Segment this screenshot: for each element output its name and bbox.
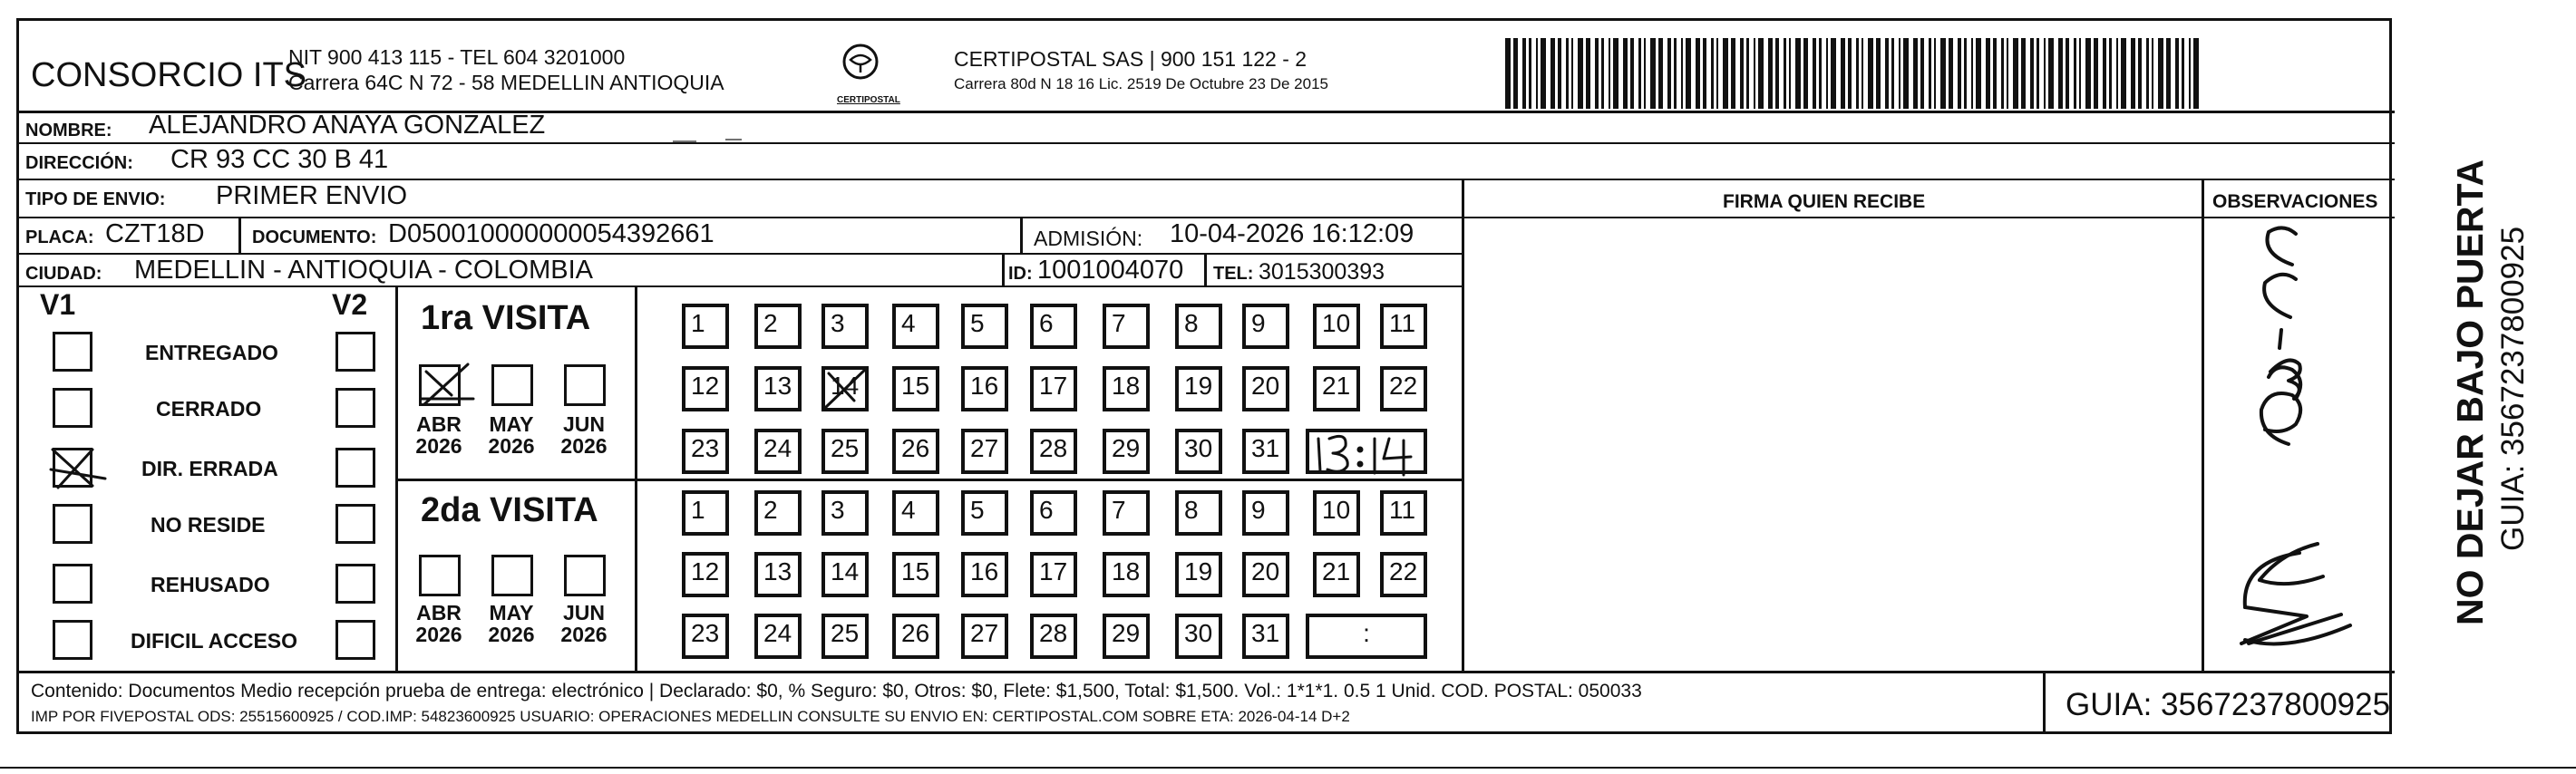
status-label: CERRADO xyxy=(156,397,262,421)
documento-label: DOCUMENTO: xyxy=(252,227,377,247)
first-visit-day-box[interactable]: 26 xyxy=(892,429,939,474)
second-visit-day-box[interactable]: 6 xyxy=(1030,490,1077,536)
first-visit-day-check-mark xyxy=(818,363,872,415)
second-visit-day-box[interactable]: 19 xyxy=(1175,552,1222,597)
id-value: 1001004070 xyxy=(1037,256,1184,285)
footer-guia-divider xyxy=(2043,671,2046,734)
id-divider xyxy=(1002,254,1005,286)
first-visit-day-box[interactable]: 2 xyxy=(754,304,802,349)
first-visit-day-box[interactable]: 17 xyxy=(1030,366,1077,411)
first-visit-day-box[interactable]: 14 xyxy=(821,366,869,411)
first-visit-day-box[interactable]: 6 xyxy=(1030,304,1077,349)
footer-line1: Contenido: Documentos Medio recepción prueba de entrega: electrónico | Declarado: $0, % Seguro: $0, Otros: $0, Flete: $1,500, Total: $1,500. Vol.: 1*1*1. 0.5 1 Unid. COD. POSTAL: 050033 xyxy=(31,681,1642,701)
first-visit-month-check-mark xyxy=(417,359,477,410)
handwritten-observation xyxy=(2205,218,2394,671)
tel-label: TEL: xyxy=(1213,264,1254,284)
v2-label: V2 xyxy=(332,288,368,321)
handwritten-time-mark xyxy=(1309,428,1427,479)
firma-left-rule xyxy=(1462,179,1464,671)
second-visit-day-box[interactable]: 3 xyxy=(821,490,869,536)
direccion-rule xyxy=(16,179,2395,180)
status-label: REHUSADO xyxy=(151,573,270,596)
first-visit-day-box[interactable]: 23 xyxy=(682,429,729,474)
placa-label: PLACA: xyxy=(25,227,94,247)
admision-divider xyxy=(1020,218,1023,254)
side-notice: NO DEJAR BAJO PUERTA xyxy=(2449,159,2491,625)
second-time-placeholder: : xyxy=(1363,619,1370,647)
first-visit-month-checkbox[interactable] xyxy=(564,364,606,406)
second-visit-day-box[interactable]: 12 xyxy=(682,552,729,597)
status-label: DIR. ERRADA xyxy=(141,457,278,480)
second-visit-day-box[interactable]: 8 xyxy=(1175,490,1222,536)
first-visit-day-box[interactable]: 20 xyxy=(1242,366,1289,411)
first-visit-day-box[interactable]: 25 xyxy=(821,429,869,474)
first-visit-day-box[interactable]: 10 xyxy=(1313,304,1360,349)
v2-checkbox[interactable] xyxy=(335,564,375,604)
admision-label: ADMISIÓN: xyxy=(1034,227,1143,250)
tel-divider xyxy=(1204,254,1207,286)
second-visit-month-checkbox[interactable] xyxy=(564,555,606,596)
page-bottom-rule xyxy=(0,767,2576,769)
second-visit-day-box[interactable]: 24 xyxy=(754,614,802,659)
second-visit-day-box[interactable]: 2 xyxy=(754,490,802,536)
first-visit-day-box[interactable]: 7 xyxy=(1103,304,1150,349)
first-visit-day-box[interactable]: 16 xyxy=(961,366,1008,411)
direccion-value: CR 93 CC 30 B 41 xyxy=(170,145,389,174)
first-visit-day-box[interactable]: 27 xyxy=(961,429,1008,474)
status-label: ENTREGADO xyxy=(145,341,278,364)
second-visit-day-box[interactable]: 9 xyxy=(1242,490,1289,536)
direccion-label: DIRECCIÓN: xyxy=(25,153,133,173)
second-visit-day-box[interactable]: 26 xyxy=(892,614,939,659)
logo-caption: CERTIPOSTAL xyxy=(837,95,900,105)
month-year: 2026 xyxy=(560,434,608,459)
second-visit-day-box[interactable]: 15 xyxy=(892,552,939,597)
second-visit-title: 2da VISITA xyxy=(421,491,598,529)
second-visit-month-label xyxy=(413,602,464,645)
first-visit-day-box[interactable]: 13 xyxy=(754,366,802,411)
company-name: CONSORCIO ITS xyxy=(31,56,307,94)
month-year: 2026 xyxy=(488,623,535,647)
second-time-box xyxy=(1306,614,1427,659)
first-visit-day-box[interactable]: 1 xyxy=(682,304,729,349)
second-visit-day-box[interactable]: 25 xyxy=(821,614,869,659)
nombre-label: NOMBRE: xyxy=(25,121,112,140)
admision-value: 10-04-2026 16:12:09 xyxy=(1170,219,1414,248)
nombre-rule xyxy=(16,142,2395,144)
v1-label: V1 xyxy=(40,288,76,321)
first-visit-day-box[interactable]: 24 xyxy=(754,429,802,474)
first-visit-day-box[interactable]: 21 xyxy=(1313,366,1360,411)
tipo-label: TIPO DE ENVIO: xyxy=(25,189,166,209)
second-visit-day-box[interactable]: 5 xyxy=(961,490,1008,536)
second-visit-month-checkbox[interactable] xyxy=(491,555,533,596)
first-visit-day-box[interactable]: 11 xyxy=(1380,304,1427,349)
v2-checkbox[interactable] xyxy=(335,332,375,372)
v1-checkbox[interactable] xyxy=(53,388,92,428)
footer-top-rule xyxy=(16,671,2395,673)
second-visit-day-box[interactable]: 16 xyxy=(961,552,1008,597)
first-visit-day-box[interactable]: 30 xyxy=(1175,429,1222,474)
v1-checkbox[interactable] xyxy=(53,620,92,660)
second-visit-day-box[interactable]: 29 xyxy=(1103,614,1150,659)
first-visit-day-box[interactable]: 31 xyxy=(1242,429,1289,474)
second-visit-month-label xyxy=(486,602,537,645)
tipo-value: PRIMER ENVIO xyxy=(216,181,408,210)
first-visit-day-box[interactable]: 9 xyxy=(1242,304,1289,349)
first-visit-day-box[interactable]: 22 xyxy=(1380,366,1427,411)
ciudad-rule xyxy=(16,285,1463,287)
second-visit-day-box[interactable]: 18 xyxy=(1103,552,1150,597)
second-visit-day-box[interactable]: 20 xyxy=(1242,552,1289,597)
first-visit-day-box[interactable]: 12 xyxy=(682,366,729,411)
v1-check-mark xyxy=(45,442,109,493)
footer-line2: IMP POR FIVEPOSTAL ODS: 25515600925 / COD.IMP: 54823600925 USUARIO: OPERACIONES MEDELLIN CONSULTE SU ENVIO EN: CERTIPOSTAL.COM SOBRE ETA: 2026-04-14 D+2 xyxy=(31,708,1350,725)
tipo-rule xyxy=(16,217,2395,218)
nombre-value: ALEJANDRO ANAYA GONZALEZ xyxy=(149,111,546,140)
second-visit-day-box[interactable]: 1 xyxy=(682,490,729,536)
second-visit-day-box[interactable]: 31 xyxy=(1242,614,1289,659)
month-name: JUN xyxy=(562,412,605,436)
v1-checkbox[interactable] xyxy=(53,504,92,544)
stray-mark xyxy=(671,136,744,147)
second-visit-day-box[interactable]: 23 xyxy=(682,614,729,659)
second-visit-day-box[interactable]: 27 xyxy=(961,614,1008,659)
first-visit-day-box[interactable]: 8 xyxy=(1175,304,1222,349)
second-visit-day-box[interactable]: 10 xyxy=(1313,490,1360,536)
second-visit-month-checkbox[interactable] xyxy=(419,555,461,596)
first-visit-day-box[interactable]: 3 xyxy=(821,304,869,349)
placa-value: CZT18D xyxy=(105,219,205,248)
second-visit-day-box[interactable]: 21 xyxy=(1313,552,1360,597)
first-visit-day-box[interactable]: 15 xyxy=(892,366,939,411)
firma-header: FIRMA QUIEN RECIBE xyxy=(1723,191,1926,212)
carrier-line1: CERTIPOSTAL SAS | 900 151 122 - 2 xyxy=(954,47,1307,71)
second-visit-day-box[interactable]: 4 xyxy=(892,490,939,536)
month-year: 2026 xyxy=(488,434,535,459)
company-line2: Carrera 64C N 72 - 58 MEDELLIN ANTIOQUIA xyxy=(288,71,724,94)
v2-checkbox[interactable] xyxy=(335,620,375,660)
second-visit-month-label xyxy=(559,602,609,645)
observaciones-left-rule xyxy=(2202,179,2204,671)
company-line1: NIT 900 413 115 - TEL 604 3201000 xyxy=(288,45,626,69)
status-label: NO RESIDE xyxy=(151,513,266,537)
v2-checkbox[interactable] xyxy=(335,388,375,428)
v1-checkbox[interactable] xyxy=(53,564,92,604)
visit-separator-rule xyxy=(395,479,1463,481)
tel-value: 3015300393 xyxy=(1259,259,1385,285)
id-label: ID: xyxy=(1008,264,1033,284)
side-guia: GUIA: 3567237800925 xyxy=(2495,226,2531,551)
carrier-line2: Carrera 80d N 18 16 Lic. 2519 De Octubre 23 De 2015 xyxy=(954,75,1328,92)
first-visit-day-box[interactable]: 28 xyxy=(1030,429,1077,474)
first-visit-month-label xyxy=(559,413,609,457)
first-visit-month-label xyxy=(486,413,537,457)
certipostal-logo xyxy=(834,42,887,98)
month-year: 2026 xyxy=(415,434,462,459)
placa-divider xyxy=(238,218,241,254)
ciudad-value: MEDELLIN - ANTIOQUIA - COLOMBIA xyxy=(134,256,593,285)
month-name: MAY xyxy=(489,412,534,436)
second-visit-day-box[interactable]: 13 xyxy=(754,552,802,597)
status-label: DIFICIL ACCESO xyxy=(131,629,298,653)
observaciones-header: OBSERVACIONES xyxy=(2212,191,2378,212)
first-visit-day-box[interactable]: 5 xyxy=(961,304,1008,349)
certipostal-logo-icon xyxy=(834,42,887,98)
second-visit-day-box[interactable]: 22 xyxy=(1380,552,1427,597)
first-visit-month-checkbox[interactable] xyxy=(491,364,533,406)
placa-rule xyxy=(16,253,1463,255)
second-visit-day-box[interactable]: 11 xyxy=(1380,490,1427,536)
month-year: 2026 xyxy=(560,623,608,647)
month-name: MAY xyxy=(489,601,534,624)
first-visit-day-box[interactable]: 4 xyxy=(892,304,939,349)
first-visit-day-box[interactable]: 18 xyxy=(1103,366,1150,411)
footer-guia: GUIA: 3567237800925 xyxy=(2066,687,2391,722)
month-name: ABR xyxy=(416,601,462,624)
first-visit-title: 1ra VISITA xyxy=(421,299,591,337)
v2-checkbox[interactable] xyxy=(335,448,375,488)
second-visit-day-box[interactable]: 14 xyxy=(821,552,869,597)
second-visit-day-box[interactable]: 30 xyxy=(1175,614,1222,659)
documento-value: D050010000000054392661 xyxy=(388,219,714,248)
v2-checkbox[interactable] xyxy=(335,504,375,544)
month-name: JUN xyxy=(562,601,605,624)
barcode xyxy=(1505,38,2205,109)
month-name: ABR xyxy=(416,412,462,436)
second-visit-day-box[interactable]: 7 xyxy=(1103,490,1150,536)
month-year: 2026 xyxy=(415,623,462,647)
second-visit-day-box[interactable]: 28 xyxy=(1030,614,1077,659)
v1-checkbox[interactable] xyxy=(53,332,92,372)
second-visit-day-box[interactable]: 17 xyxy=(1030,552,1077,597)
first-visit-month-label xyxy=(413,413,464,457)
first-visit-day-box[interactable]: 29 xyxy=(1103,429,1150,474)
first-visit-day-box[interactable]: 19 xyxy=(1175,366,1222,411)
ciudad-label: CIUDAD: xyxy=(25,264,102,284)
